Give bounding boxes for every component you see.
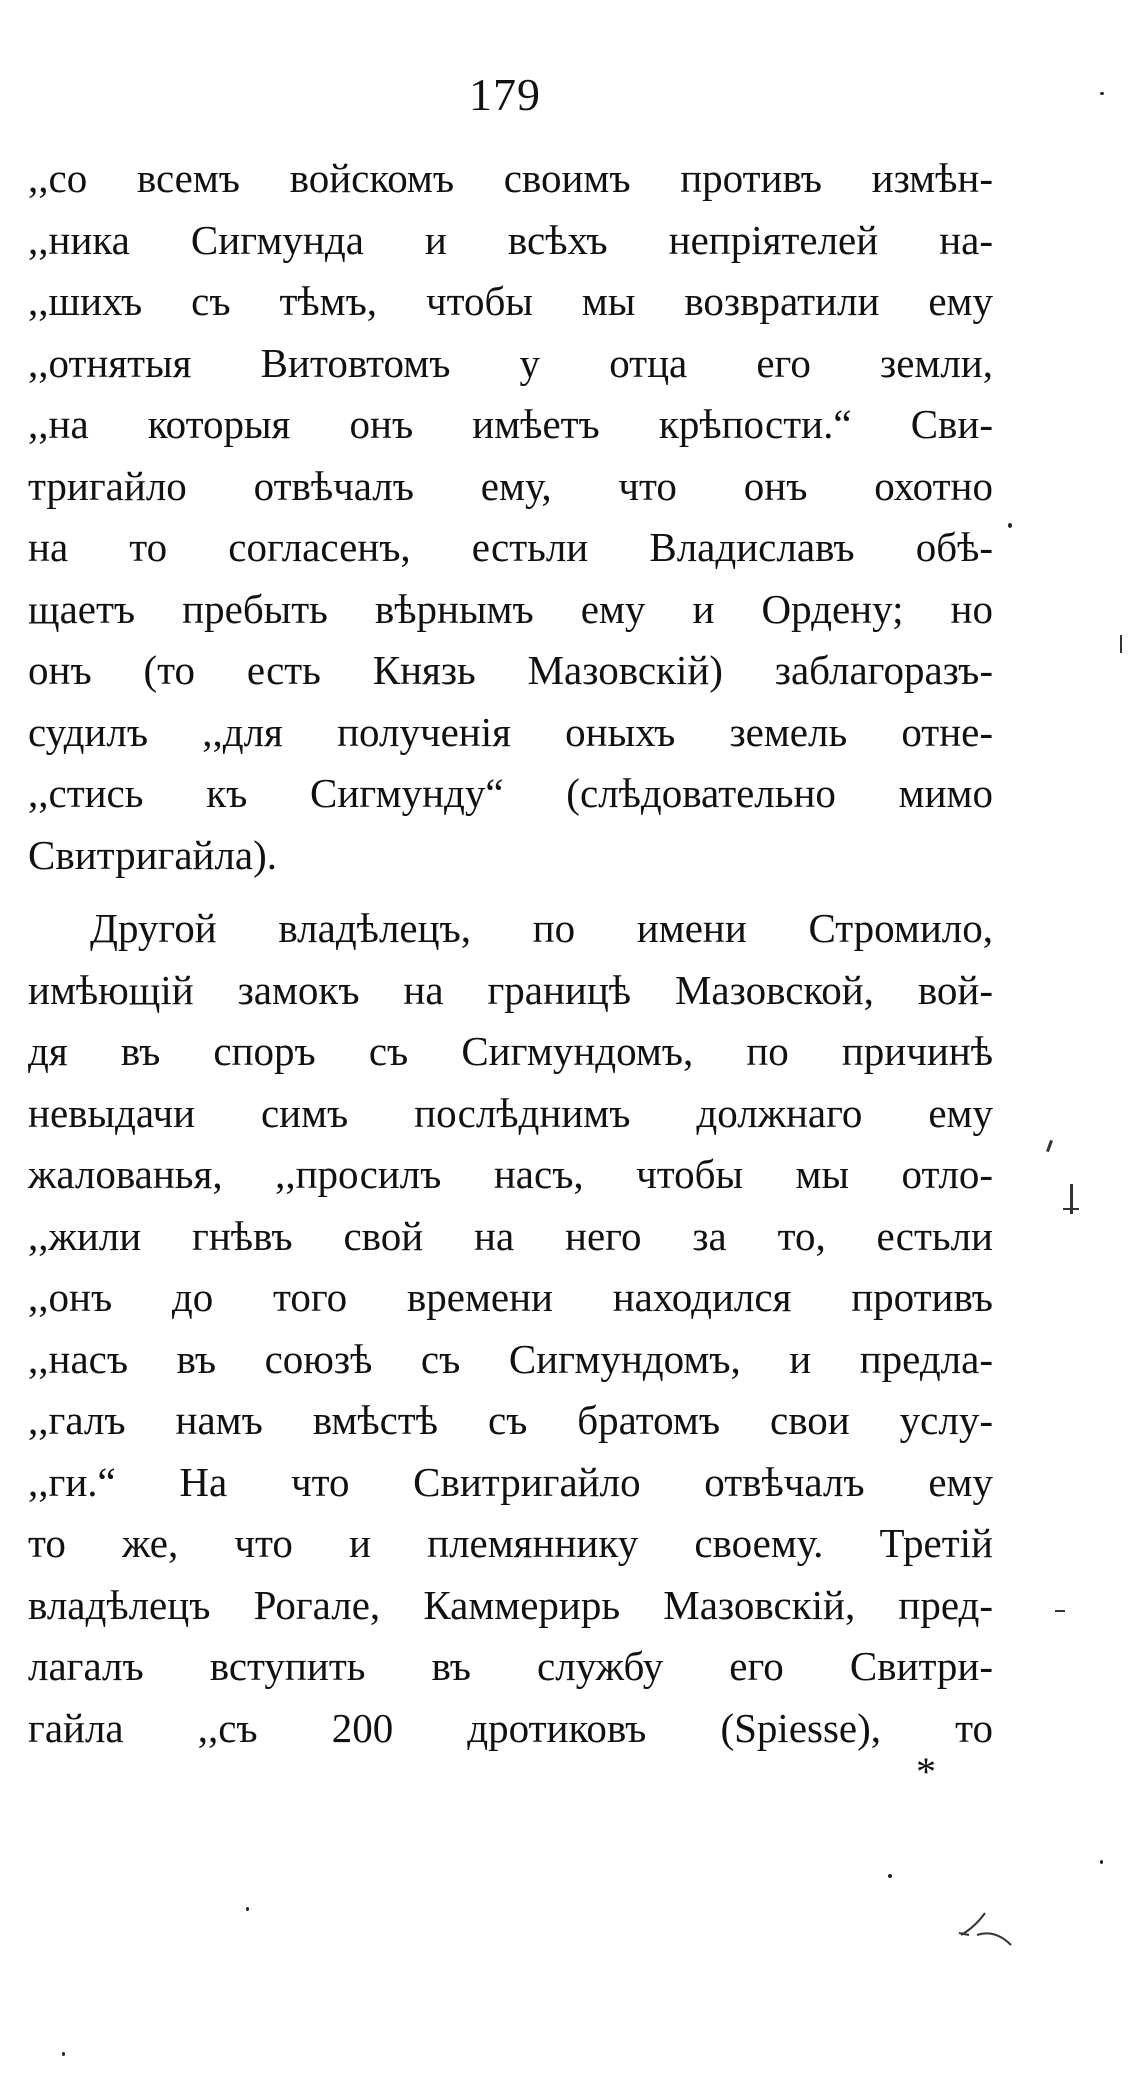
scan-speck bbox=[62, 2052, 65, 2056]
text-line: судилъ ,,для полученія оныхъ земель отне- bbox=[28, 708, 993, 755]
text-line: гайла ,,съ 200 дротиковъ (Spiesse), то bbox=[28, 1704, 993, 1751]
text-line: ,,ги.“ На что Свитригайло отвѣчалъ ему bbox=[28, 1458, 993, 1505]
text-line: жалованья, ,,просилъ насъ, чтобы мы отло- bbox=[28, 1151, 993, 1197]
text-line: имѣющій замокъ на границѣ Мазовской, вой- bbox=[28, 966, 993, 1013]
page-number: 179 bbox=[469, 69, 541, 120]
text-line: онъ (то есть Князь Мазовскій) заблагоразъ- bbox=[28, 647, 993, 693]
text-line: ,,шихъ съ тѣмъ, чтобы мы возвратили ему bbox=[28, 278, 993, 324]
text-line: ,,онъ до того времени находился противъ bbox=[28, 1274, 993, 1320]
text-line: ,,отнятыя Витовтомъ у отца его земли, bbox=[28, 339, 993, 386]
scan-scribble bbox=[955, 1905, 1015, 1953]
text-line: ,,на которыя онъ имѣетъ крѣпости.“ Сви- bbox=[28, 401, 993, 447]
scan-mark bbox=[1046, 1140, 1053, 1152]
catchword: * bbox=[916, 1749, 936, 1794]
scan-speck bbox=[1100, 1860, 1103, 1864]
text-line: дя въ споръ съ Сигмундомъ, по причинѣ bbox=[28, 1028, 993, 1074]
text-line: ,,стись къ Сигмунду“ (слѣдовательно мимо bbox=[28, 770, 993, 816]
text-line: ,,жили гнѣвъ свой на него за то, естьли bbox=[28, 1212, 993, 1259]
scan-speck bbox=[888, 1874, 892, 1878]
text-line: тригайло отвѣчалъ ему, что онъ охотно bbox=[28, 462, 993, 509]
scan-speck bbox=[1008, 523, 1012, 528]
text-line: ,,галъ намъ вмѣстѣ съ братомъ свои услу- bbox=[28, 1397, 993, 1443]
text-line: ,,со всемъ войскомъ своимъ противъ измѣн- bbox=[28, 155, 993, 201]
text-line: Свитригайла). bbox=[28, 831, 278, 878]
text-line: ,,насъ въ союзѣ съ Сигмундомъ, и предла- bbox=[28, 1335, 993, 1382]
scan-mark bbox=[1120, 635, 1122, 653]
scan-mark bbox=[1063, 1208, 1079, 1210]
text-line: на то согласенъ, естьли Владиславъ обѣ- bbox=[28, 524, 993, 570]
text-line: невыдачи симъ послѣднимъ должнаго ему bbox=[28, 1089, 993, 1136]
text-line: ,,ника Сигмунда и всѣхъ непріятелей на- bbox=[28, 216, 993, 263]
scan-speck bbox=[1100, 92, 1104, 95]
scan-mark bbox=[1055, 1610, 1065, 1612]
text-line: щаетъ пребыть вѣрнымъ ему и Ордену; но bbox=[28, 585, 993, 632]
paragraph-gap bbox=[28, 886, 993, 898]
scan-speck bbox=[246, 1907, 249, 1911]
text-line: владѣлецъ Рогале, Каммерирь Мазовскій, пред- bbox=[28, 1581, 993, 1628]
body-text bbox=[28, 148, 993, 1759]
text-line: Другой владѣлецъ, по имени Стромило, bbox=[90, 905, 993, 951]
text-line: лагалъ вступить въ службу его Свитри- bbox=[28, 1643, 993, 1689]
text-line: то же, что и племяннику своему. Третій bbox=[28, 1520, 993, 1566]
